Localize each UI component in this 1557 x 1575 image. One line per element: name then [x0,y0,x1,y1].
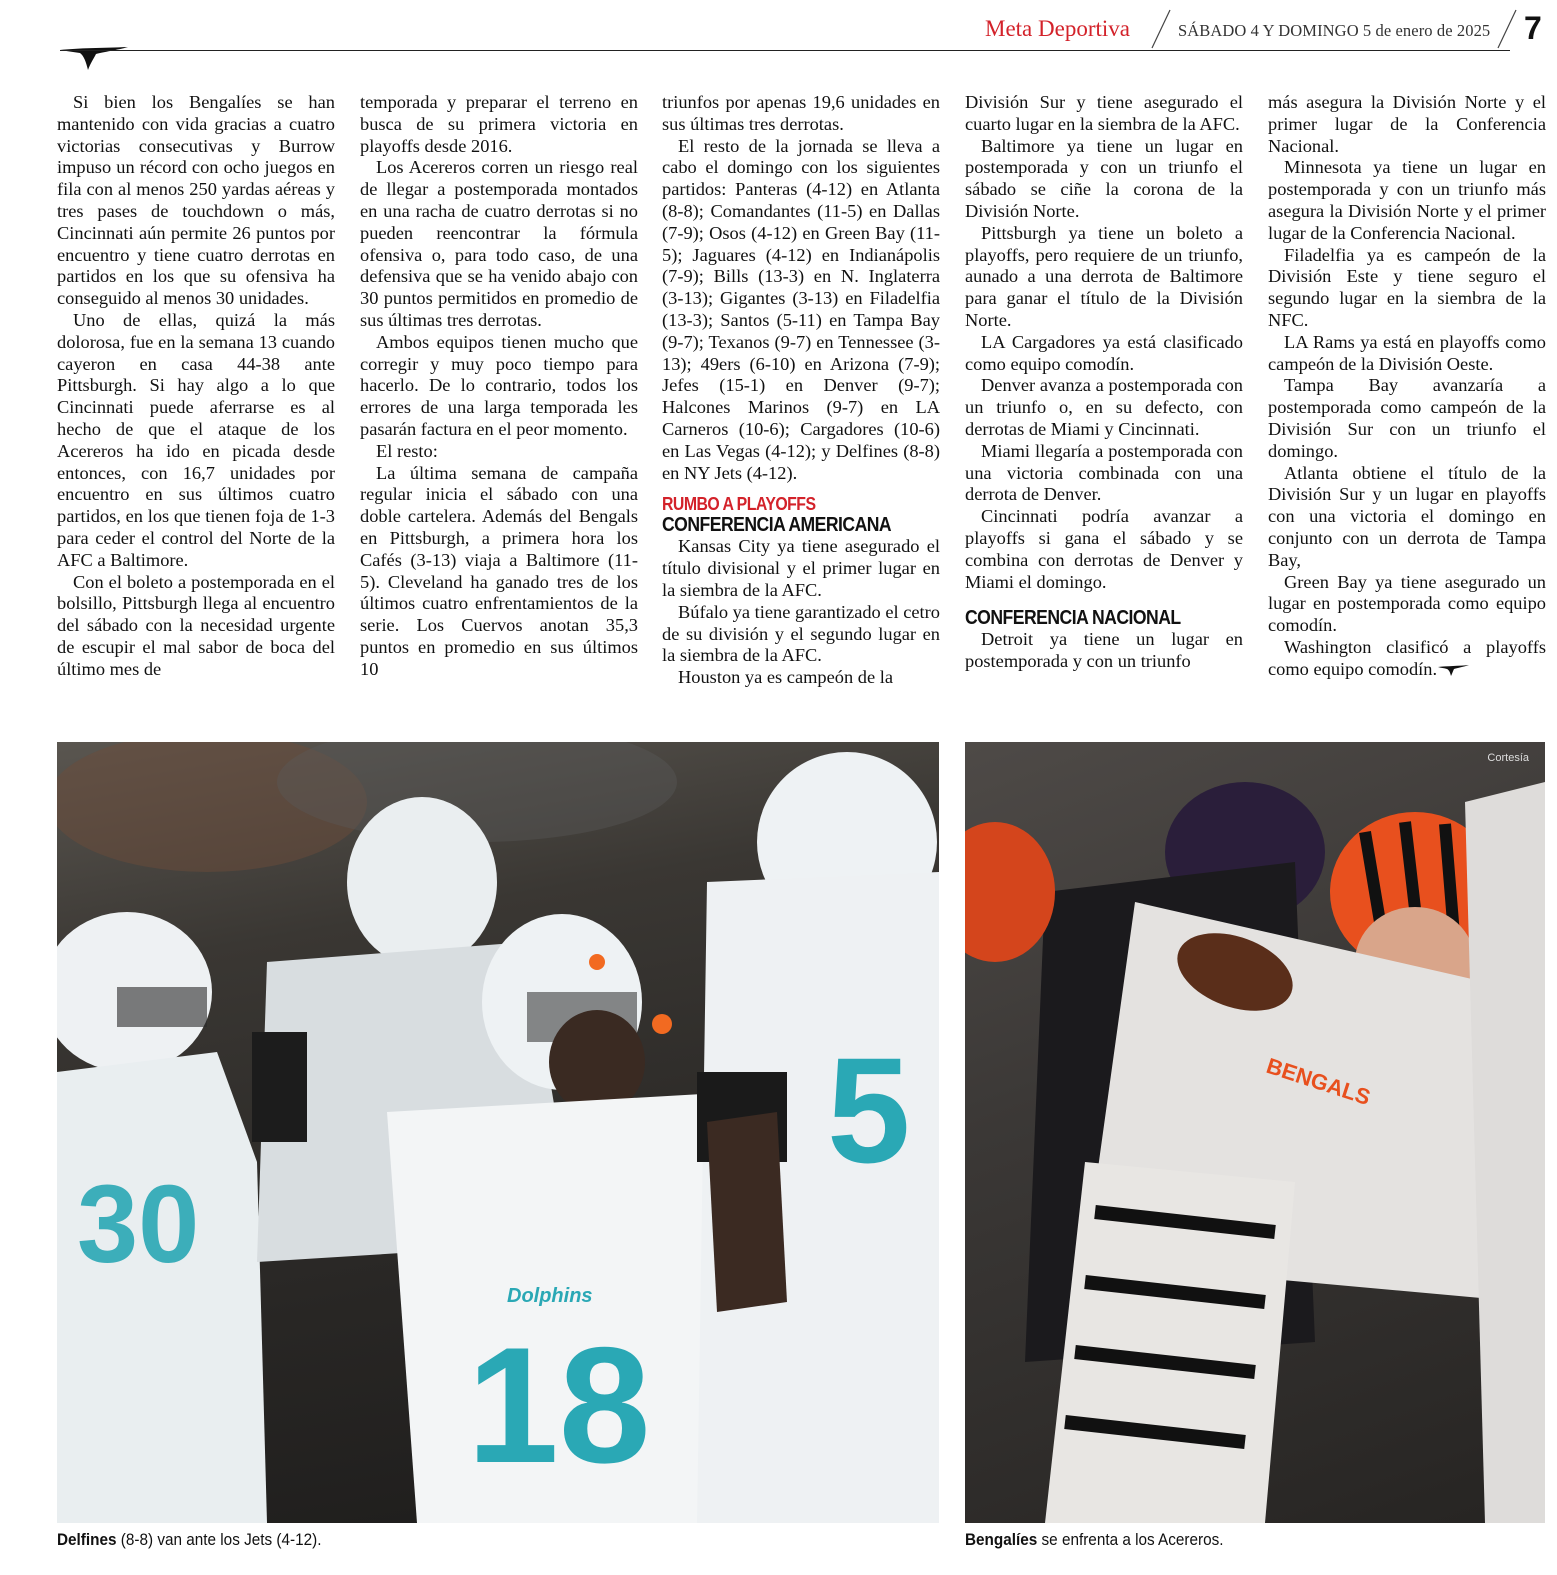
article-column-1 [57,92,335,681]
end-of-article-icon [1437,663,1471,677]
caption-bold: Delfines [57,1530,117,1549]
paragraph: más asegura la División Norte y el primer lugar de la Conferencia Nacional. [1268,92,1546,156]
jersey-number: 18 [467,1313,651,1497]
paragraph: Ambos equipos tienen mucho que corregir y muy poco tiempo para hacerlo. De lo contrario, todos los errores de una larga temporada les pasarán factura en el peor momento. [360,331,638,439]
paragraph: Miami llegaría a postemporada con una victoria combinada con una derrota de Denver. [965,440,1243,505]
photo-caption-bengals [965,1530,1224,1550]
paragraph: Con el boleto a postemporada en el bolsillo, Pittsburgh llega al encuentro del sábado con la necesidad urgente de escupir el mal sabor de boca del último mes de [57,571,335,679]
photo-credit: Cortesía [1487,752,1529,764]
svg-text:5: 5 [827,1026,911,1194]
paragraph: Houston ya es campeón de la [678,667,894,688]
article-column-4 [965,92,1243,673]
dolphins-photo-illustration [57,742,939,1523]
paragraph: El resto de la jornada se lleva a cabo el domingo con los siguientes partidos: Panteras (4-12) en Atlanta (8-8); Comandantes (11-5) en Dallas (7-9); Osos (4-12) en Green Bay (11-5); Jaguares (4-12) en Indianápolis (7-9); Bills (13-3) en N. Inglaterra (3-13); Gigantes (3-13) en Filadelfia (13-3); Santos (5-11) en Tampa Bay (9-7); Texanos (9-7) en Tennessee (3-13); 49ers (6-10) en Arizona (7-9); Jefes (15-1) en Denver (9-7); Halcones Marinos (9-7) en LA Carneros (10-6); Cargadores (10-6) en Las Vegas (4-12); y Delfines (8-8) en NY Jets (4-12). [662,135,940,483]
caption-bold: Bengalíes [965,1530,1038,1549]
paragraph: Minnesota ya tiene un lugar en postemporada y con un triunfo más asegura la División Norte y el primer lugar de la Conferencia Nacional. [1268,157,1546,243]
photo-bengals [965,742,1545,1523]
photo-caption-dolphins [57,1530,321,1550]
paragraph: Kansas City ya tiene asegurado el título divisional y el primer lugar en la siembra de la AFC. [662,536,940,600]
svg-text:30: 30 [77,1163,200,1286]
jersey-text: Dolphins [507,1285,593,1307]
paragraph: LA Cargadores ya está clasificado como equipo comodín. [965,331,1243,374]
paragraph: Baltimore ya tiene un lugar en postemporada y con un triunfo el sábado se ciñe la corona de la División Norte. [965,135,1243,221]
subheading-conferencia-americana: CONFERENCIA AMERICANA [662,514,892,537]
section-name: Meta Deportiva [985,16,1130,41]
paragraph: Green Bay ya tiene asegurado un lugar en postemporada como equipo comodín. [1268,571,1546,636]
paragraph [1268,637,1546,681]
paragraph: Filadelfia ya es campeón de la División Este y tiene seguro el segundo lugar en la siembra de la NFC. [1268,244,1546,330]
paragraph: Pittsburgh ya tiene un boleto a playoffs, pero requiere de un triunfo, aunado a una derrota de Baltimore para ganar el título de la División Norte. [965,222,1243,330]
paragraph: temporada y preparar el terreno en busca de su primera victoria en playoffs desde 2016. [360,92,638,156]
page-number: 7 [1524,10,1542,46]
header-rule [60,50,1510,51]
jersey-text: BENGALS [1263,1052,1374,1110]
paragraph: Denver avanza a postemporada con un triunfo o, en su defecto, con derrotas de Miami y Cincinnati. [965,375,1243,439]
paragraph: Si bien los Bengalíes se han mantenido con vida gracias a cuatro victorias consecutivas y Burrow impuso un récord con ocho juegos en fila con al menos 250 yardas aéreas y tres pases de touchdown o más, Cincinnati aún permite 26 puntos por encuentro y tiene cuatro derrotas en partidos en los que su ofensiva ha conseguido al menos 30 unidades. [57,92,335,309]
caption-text: (8-8) van ante los Jets (4-12). [116,1530,322,1549]
dateline: SÁBADO 4 Y DOMINGO 5 de enero de 2025 [1178,21,1491,40]
subheading-conferencia-nacional: CONFERENCIA NACIONAL [965,607,1181,630]
article-column-3 [662,92,940,689]
subheading-rumbo-a-playoffs: RUMBO A PLAYOFFS [662,494,816,515]
paragraph: Tampa Bay avanzaría a postemporada como campeón de la División Sur con un triunfo el domingo. [1268,375,1546,461]
divider-slash [1494,8,1520,50]
page-header [0,0,1557,56]
paragraph: Cincinnati podría avanzar a playoffs si gana el sábado y se combina con derrotas de Denver y Miami el domingo. [965,506,1243,592]
paragraph: División Sur y tiene asegurado el cuarto lugar en la siembra de la AFC. [965,92,1243,134]
paragraph: LA Rams ya está en playoffs como campeón de la División Oeste. [1268,331,1546,374]
divider-slash [1148,8,1174,50]
paragraph: Uno de ellas, quizá la más dolorosa, fue en la semana 13 cuando cayeron en casa 44-38 ante Pittsburgh. Si hay algo a lo que Cincinnati puede aferrarse es al hecho de que el ataque de los Acereros ha ido en picada desde entonces, con 16,7 unidades por encuentro en sus últimos cuatro partidos, en los que tienen foja de 1-3 para ceder el control del Norte de la AFC a Baltimore. [57,309,335,570]
masthead-swoosh-icon [58,42,148,72]
paragraph: triunfos por apenas 19,6 unidades en sus últimas tres derrotas. [662,92,940,134]
bengals-photo-illustration [965,742,1545,1523]
paragraph: Atlanta obtiene el título de la División Sur y un lugar en playoffs con una victoria el domingo en conjunto con un derrota de Tampa Bay, [1268,462,1546,570]
paragraph: La última semana de campaña regular inicia el sábado con una doble cartelera. Además del Bengals en Pittsburgh, a primera hora los Cafés (3-13) viaja a Baltimore (11-5). Cleveland ha ganado tres de los últimos cuatro enfrentamientos de la serie. Los Cuervos anotan 35,3 puntos en promedio en sus últimos 10 [360,462,638,679]
article-column-5 [1268,92,1546,681]
article-column-2 [360,92,638,681]
paragraph: El resto: [376,440,438,461]
caption-text: se enfrenta a los Acereros. [1037,1530,1224,1549]
photo-dolphins [57,742,939,1523]
paragraph: Detroit ya tiene un lugar en postemporada y con un triunfo [965,629,1243,672]
paragraph: Los Acereros corren un riesgo real de llegar a postemporada montados en una racha de cuatro derrotas si no pueden reencontrar la fórmula ofensiva o, para todo caso, de una defensiva que se ha venido abajo con 30 puntos permitidos en promedio de sus últimas tres derrotas. [360,157,638,330]
paragraph: Búfalo ya tiene garantizado el cetro de su división y el segundo lugar en la siembra de la AFC. [662,601,940,666]
paragraph-text: Washington clasificó a playoffs como equipo comodín. [1268,636,1546,679]
